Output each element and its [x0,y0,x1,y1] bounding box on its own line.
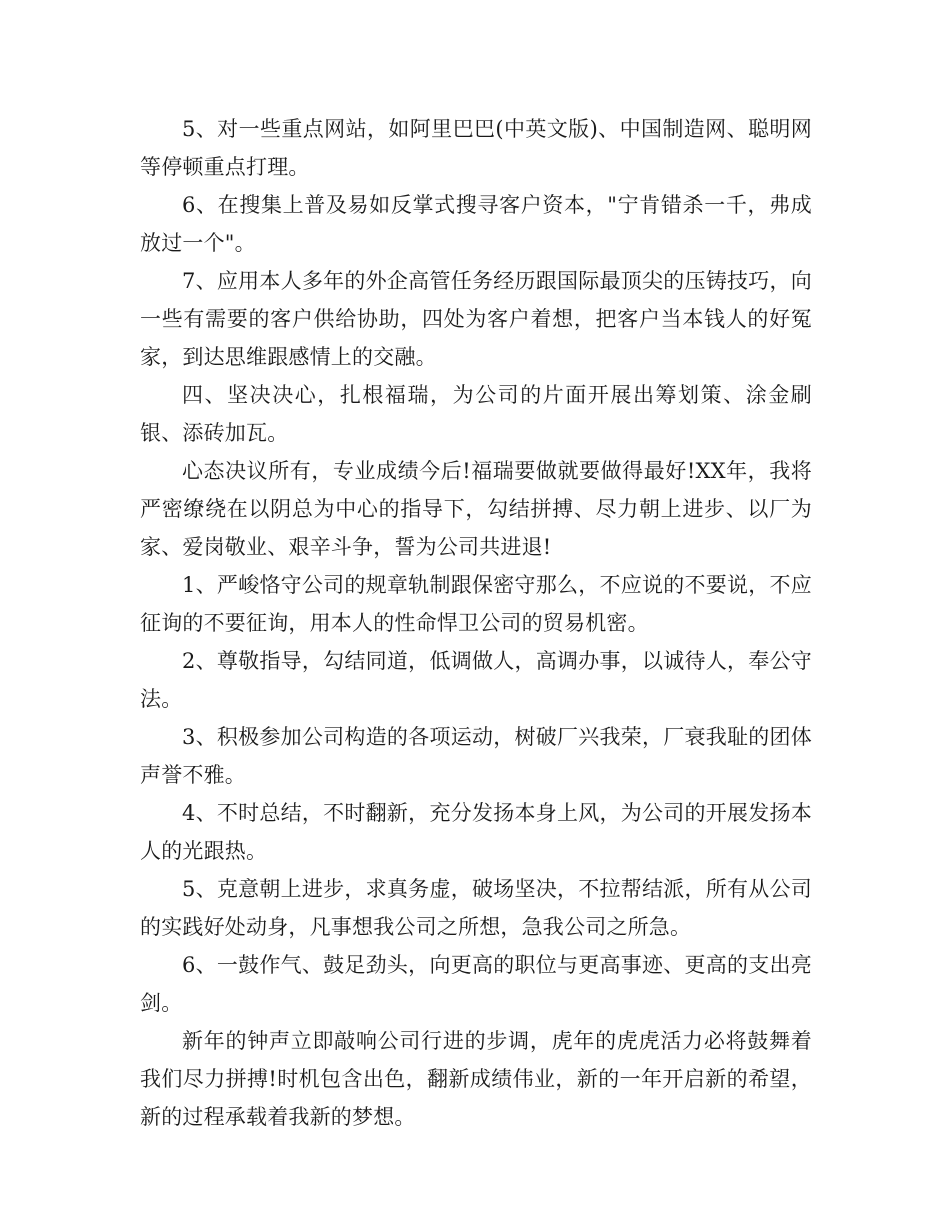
paragraph-6: 1、严峻恪守公司的规章轨制跟保密守那么，不应说的不要说，不应征询的不要征询，用本人的性命悍卫公司的贸易机密。 [140,573,812,635]
paragraph-7: 2、尊敬指导，勾结同道，低调做人，高调办事，以诚待人，奉公守法。 [140,649,812,711]
paragraph-9: 4、不时总结，不时翻新，充分发扬本身上风，为公司的开展发扬本人的光跟热。 [140,801,812,863]
document-body [140,110,812,1136]
paragraph-1: 5、对一些重点网站，如阿里巴巴(中英文版)、中国制造网、聪明网等停顿重点打理。 [140,117,812,179]
paragraph-11: 6、一鼓作气、鼓足劲头，向更高的职位与更高事迹、更高的支出亮剑。 [140,953,812,1015]
paragraph-2: 6、在搜集上普及易如反掌式搜寻客户资本，"宁肯错杀一千，弗成放过一个"。 [140,193,812,255]
paragraph-12: 新年的钟声立即敲响公司行进的步调，虎年的虎虎活力必将鼓舞着我们尽力拼搏!时机包含出色，翻新成绩伟业，新的一年开启新的希望，新的过程承载着我新的梦想。 [140,1029,812,1129]
paragraph-5: 心态决议所有，专业成绩今后!福瑞要做就要做得最好!XX年，我将严密缭绕在以阴总为中心的指导下，勾结拼搏、尽力朝上进步、以厂为家、爱岗敬业、艰辛斗争，誓为公司共进退! [140,459,812,559]
paragraph-3: 7、应用本人多年的外企高管任务经历跟国际最顶尖的压铸技巧，向一些有需要的客户供给协助，四处为客户着想，把客户当本钱人的好冤家，到达思维跟感情上的交融。 [140,269,812,369]
paragraph-8: 3、积极参加公司构造的各项运动，树破厂兴我荣，厂衰我耻的团体声誉不雅。 [140,725,812,787]
paragraph-4: 四、坚决决心，扎根福瑞，为公司的片面开展出筹划策、涂金刷银、添砖加瓦。 [140,383,812,445]
paragraph-10: 5、克意朝上进步，求真务虚，破场坚决，不拉帮结派，所有从公司的实践好处动身，凡事想我公司之所想，急我公司之所急。 [140,877,812,939]
